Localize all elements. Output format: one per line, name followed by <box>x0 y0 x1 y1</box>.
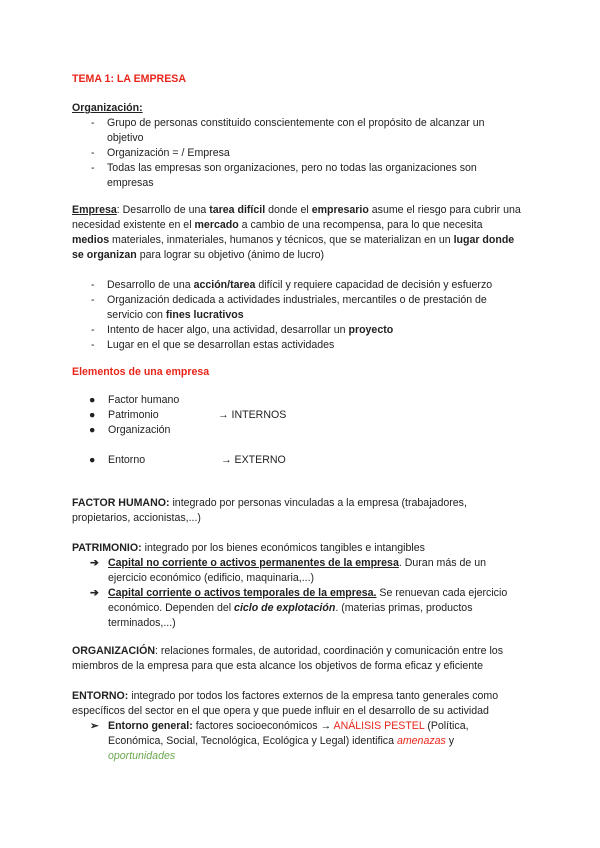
factor-humano-paragraph: FACTOR HUMANO: integrado por personas vinculadas a la empresa (trabajadores, propietarios, accionistas,...) <box>72 497 467 524</box>
text: : Desarrollo de una <box>116 204 210 216</box>
patrimonio-section: PATRIMONIO: integrado por los bienes económicos tangibles e intangibles ➔ Capital no corriente o activos permanentes de la empresa. Duran más de un ejercicio económico (edificio, maquinaria,...) ➔ Capital corriente o activos temporales de la empresa. Se renuevan cada ejercicio económico. Dependen del ciclo de explotación. (materias primas, productos terminados,...) <box>72 541 522 631</box>
emphasis: mercado <box>194 219 239 231</box>
list-item: - Organización dedicada a actividades industriales, mercantiles o de prestación de servicio con fines lucrativos <box>72 293 522 323</box>
elementos-heading: Elementos de una empresa <box>72 366 210 378</box>
list-item: ● Organización <box>89 424 171 436</box>
list-item: - Desarrollo de una acción/tarea difícil y requiere capacidad de decisión y esfuerzo <box>72 278 522 293</box>
arrow-icon: ➔ <box>90 557 99 569</box>
emphasis: tarea difícil <box>209 204 266 216</box>
emphasis: medios <box>72 234 110 246</box>
list-item: - Intento de hacer algo, una actividad, desarrollar un proyecto <box>72 323 522 338</box>
triangle-arrow-icon: ➢ <box>90 720 99 732</box>
text: para lograr su objetivo (ánimo de lucro) <box>136 249 325 261</box>
entorno-section: ENTORNO: integrado por todos los factores externos de la empresa tanto generales como específicos del sector en el que opera y que puede influir en el desarrollo de su actividad ➢ Entorno general: factores socioeconómicos → ANÁLISIS PESTEL (Política, Económica, Social, Tecnológica, Ecológica y Legal) identifica amenazas y oportunidades <box>72 689 522 764</box>
empresa-list <box>72 278 522 353</box>
internos-label: → INTERNOS <box>218 409 287 421</box>
list-item: - Grupo de personas constituido conscientemente con el propósito de alcanzar un objetivo <box>72 116 522 146</box>
text: asume el riesgo para cubrir una necesidad existente en el <box>72 204 521 231</box>
list-item: ● Patrimonio → INTERNOS <box>89 409 287 421</box>
emphasis: empresario <box>311 204 369 216</box>
elementos-list <box>72 393 522 468</box>
externo-label: → EXTERNO <box>221 454 286 466</box>
list-item: ➔ Capital no corriente o activos permanentes de la empresa. Duran más de un ejercicio económico (edificio, maquinaria,...) <box>90 557 486 584</box>
list-item: ➔ Capital corriente o activos temporales de la empresa. Se renuevan cada ejercicio económico. Dependen del ciclo de explotación. (materias primas, productos terminados,...) <box>90 587 508 629</box>
list-item: - Lugar en el que se desarrollan estas actividades <box>72 338 522 353</box>
arrow-icon: ➔ <box>90 587 99 599</box>
document-title: TEMA 1: LA EMPRESA <box>72 73 186 85</box>
list-item: ● Factor humano <box>89 394 180 406</box>
text: a cambio de una recompensa, para lo que necesita <box>238 219 483 231</box>
section-empresa <box>72 203 522 353</box>
section-organizacion <box>72 101 522 191</box>
empresa-definition <box>72 203 522 263</box>
organizacion-paragraph: ORGANIZACIÓN: relaciones formales, de autoridad, coordinación y comunicación entre los miembros de la empresa para que esta alcance los objetivos de forma eficaz y eficiente <box>72 645 504 672</box>
list-item: ● Entorno → EXTERNO <box>89 454 286 466</box>
text: donde el <box>265 204 312 216</box>
empresa-heading: Empresa <box>72 204 117 216</box>
organizacion-heading: Organización: <box>72 102 143 114</box>
organizacion-list <box>72 116 522 191</box>
list-item: ➢ Entorno general: factores socioeconómicos → ANÁLISIS PESTEL (Política, Económica, Social, Tecnológica, Ecológica y Legal) identifica amenazas y oportunidades <box>90 720 469 762</box>
list-item: - Todas las empresas son organizaciones, pero no todas las organizaciones son empresas <box>72 161 522 191</box>
list-item: - Organización = / Empresa <box>72 146 522 161</box>
text: materiales, inmateriales, humanos y técnicos, que se materializan en un <box>109 234 454 246</box>
emphasis: lugar donde se organizan <box>72 234 515 261</box>
